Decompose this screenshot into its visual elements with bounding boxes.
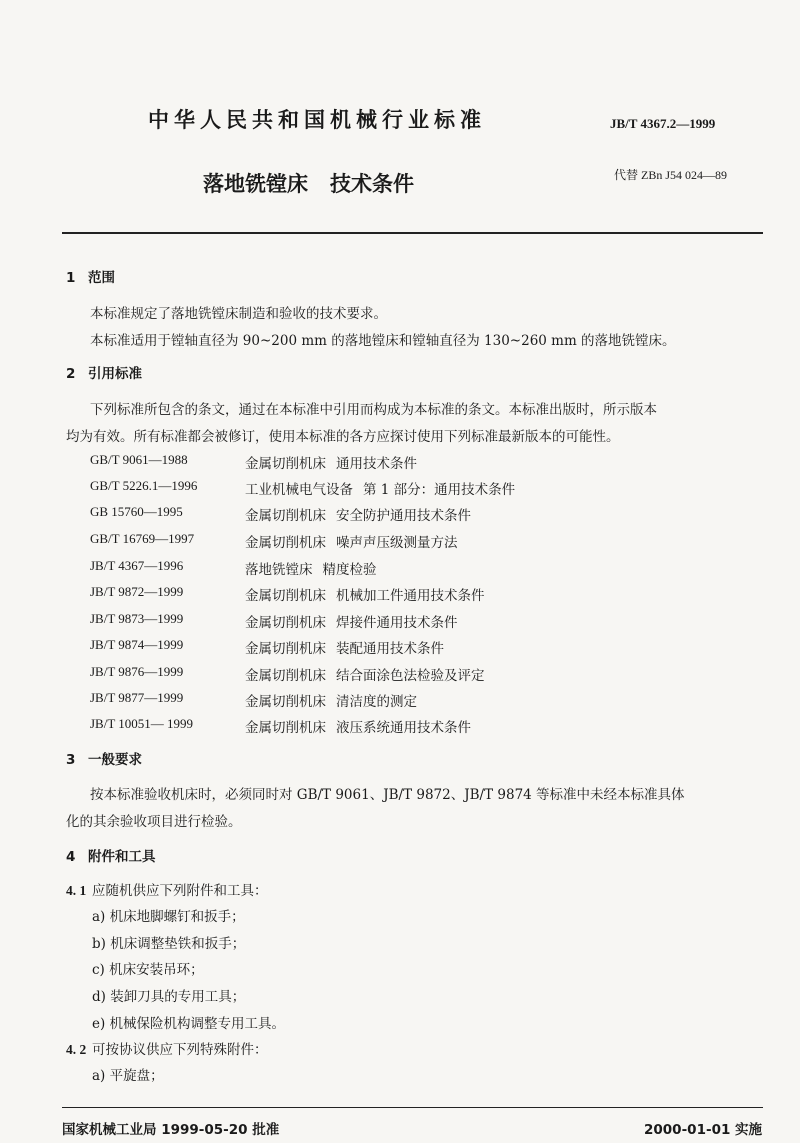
subsection-4-2: 4. 2 可按协议供应下列特殊附件： xyxy=(66,1042,268,1058)
section-heading-4: 4 附件和工具 xyxy=(66,849,156,865)
approval-note: 国家机械工业局 1999-05-20 批准 xyxy=(62,1122,280,1138)
list-item: a) 机床地脚螺钉和扳手； xyxy=(92,909,245,925)
section-heading-3: 3 一般要求 xyxy=(66,752,142,768)
paragraph: 化的其余验收项目进行检验。 xyxy=(66,814,242,830)
reference-code: JB/T 9877—1999 xyxy=(90,690,184,705)
replaces-note: 代替 ZBn J54 024—89 xyxy=(614,168,728,182)
reference-code: GB/T 5226.1—1996 xyxy=(90,478,198,493)
list-item: a) 平旋盘； xyxy=(92,1068,164,1084)
list-item: b) 机床调整垫铁和扳手； xyxy=(92,936,246,952)
reference-code: GB/T 9061—1988 xyxy=(90,452,188,467)
section-heading-1: 1 范围 xyxy=(66,270,115,286)
reference-title: 落地铣镗床 精度检验 xyxy=(245,562,377,578)
reference-title: 金属切削机床 结合面涂色法检验及评定 xyxy=(245,668,485,684)
reference-code: JB/T 9873—1999 xyxy=(90,611,184,626)
reference-code: GB/T 16769—1997 xyxy=(90,531,195,546)
reference-code: JB/T 9872—1999 xyxy=(90,584,184,599)
reference-title: 金属切削机床 机械加工件通用技术条件 xyxy=(245,588,485,604)
reference-code: JB/T 9874—1999 xyxy=(90,637,184,652)
document-title-part2: 技术条件 xyxy=(330,172,414,196)
document-title xyxy=(203,168,414,198)
section-heading-2: 2 引用标准 xyxy=(66,366,142,382)
document-title-part1: 落地铣镗床 xyxy=(203,172,308,196)
issuing-body-title: 中华人民共和国机械行业标准 xyxy=(148,108,486,132)
paragraph: 本标准适用于镗轴直径为 90~200 mm 的落地镗床和镗轴直径为 130~260 mm 的落地铣镗床。 xyxy=(90,333,676,349)
list-item: d) 装卸刀具的专用工具； xyxy=(92,989,246,1005)
reference-code: JB/T 9876—1999 xyxy=(90,664,184,679)
footer-rule xyxy=(62,1107,763,1108)
reference-title: 金属切削机床 焊接件通用技术条件 xyxy=(245,615,458,631)
reference-code: GB 15760—1995 xyxy=(90,504,183,519)
list-item: c) 机床安装吊环； xyxy=(92,962,204,978)
paragraph: 本标准规定了落地铣镗床制造和验收的技术要求。 xyxy=(90,306,387,322)
paragraph: 按本标准验收机床时，必须同时对 GB/T 9061、JB/T 9872、JB/T 9874 等标准中未经本标准具体 xyxy=(90,787,685,803)
reference-title: 金属切削机床 装配通用技术条件 xyxy=(245,641,444,657)
standard-number: JB/T 4367.2—1999 xyxy=(610,116,716,131)
paragraph: 下列标准所包含的条文，通过在本标准中引用而构成为本标准的条文。本标准出版时，所示版本 xyxy=(90,402,657,418)
reference-title: 金属切削机床 通用技术条件 xyxy=(245,456,417,472)
reference-title: 金属切削机床 安全防护通用技术条件 xyxy=(245,508,471,524)
reference-code: JB/T 10051— 1999 xyxy=(90,716,194,731)
reference-title: 金属切削机床 液压系统通用技术条件 xyxy=(245,720,471,736)
reference-title: 工业机械电气设备 第 1 部分：通用技术条件 xyxy=(245,482,516,498)
implementation-date: 2000-01-01 实施 xyxy=(644,1122,763,1138)
header-rule xyxy=(62,232,763,234)
paragraph: 均为有效。所有标准都会被修订，使用本标准的各方应探讨使用下列标准最新版本的可能性。 xyxy=(66,429,620,445)
subsection-4-1: 4. 1 应随机供应下列附件和工具： xyxy=(66,883,268,899)
reference-title: 金属切削机床 噪声声压级测量方法 xyxy=(245,535,458,551)
reference-code: JB/T 4367—1996 xyxy=(90,558,184,573)
list-item: e) 机械保险机构调整专用工具。 xyxy=(92,1016,286,1032)
reference-title: 金属切削机床 清洁度的测定 xyxy=(245,694,417,710)
